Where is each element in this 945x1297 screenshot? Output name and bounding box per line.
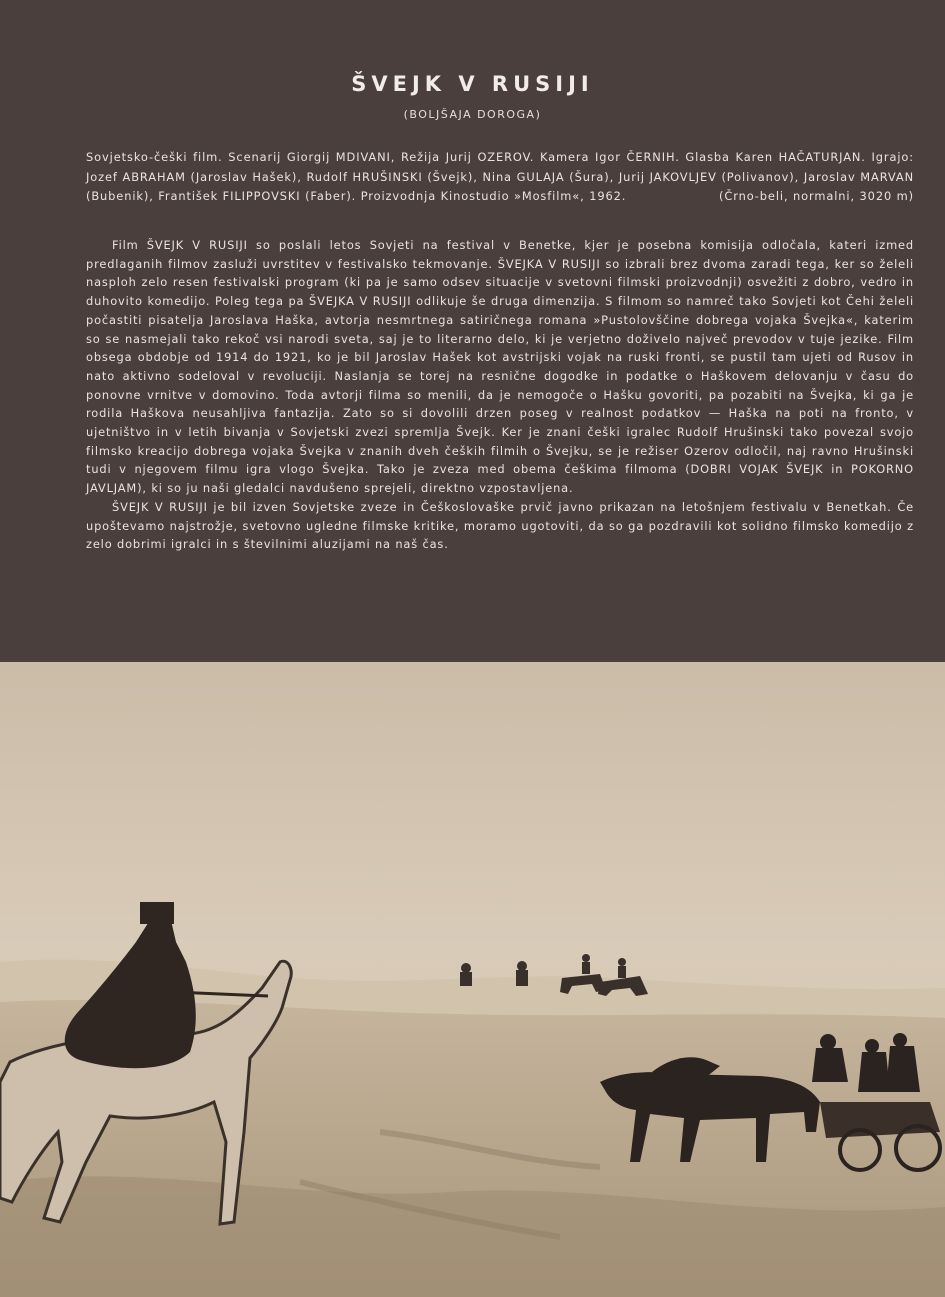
article-body	[86, 236, 914, 554]
technical-info: (Črno-beli, normalni, 3020 m)	[719, 189, 914, 203]
credits-text: Sovjetsko-češki film. Scenarij Giorgij MDIVANI, Režija Jurij OZEROV. Kamera Igor ČERNIH. Glasba Karen HAČATURJAN. Igrajo: Jozef ABRAHAM (Jaroslav Hašek), Rudolf HRUŠINSKI (Švejk), Nina GULAJA (Šura), Jurij JAKOVLJEV (Polivanov), Jaroslav MARVAN (Bubenik), František FILIPPOVSKI (Faber). Proizvodnja Kinostudio »Mosfilm«, 1962.	[86, 150, 914, 203]
article-paragraph: Film ŠVEJK V RUSIJI so poslali letos Sovjeti na festival v Benetke, kjer je posebna komisija odločala, kateri izmed predlaganih filmov zasluži uvrstitev v festivalsko tekmovanje. ŠVEJKA V RUSIJI so izbrali brez dvoma zaradi tega, ker so želeli nasploh zelo resen festivalski program (ki pa je samo odsev situacije v svetovni filmski proizvodnji) osvežiti z dobro, vedro in duhovito komedijo. Poleg tega pa ŠVEJKA V RUSIJI odlikuje še druga dimenzija. S filmom so namreč tako Sovjeti kot Čehi želeli počastiti pisatelja Jaroslava Haška, avtorja nesmrtnega satiričnega romana »Pustolovščine dobrega vojaka Švejka«, katerim so se nasmejali tako rekoč vsi narodi sveta, saj je to literarno delo, ki je verjetno doživelo največ prevodov v tuje jezike. Film obsega obdobje od 1914 do 1921, ko je bil Jaroslav Hašek kot avstrijski vojak na ruski fronti, se pustil tam ujeti od Rusov in nato aktivno sodeloval v revoluciji. Naslanja se torej na resnične dogodke in podatke o Haškovem delovanju v času do ponovne vrnitve v domovino. Toda avtorji filma so menili, da je nemogoče o Hašku govoriti, pa pozabiti na Švejka, ki ga je rodila Haškova neusahljiva fantazija. Zato so si dovolili drzen poseg v realnost podatkov — Haška na poti na fronto, v ujetništvo in v letih bivanja v Sovjetski zvezi spremlja Švejk. Ker je znani češki igralec Rudolf Hrušinski tako povezal svojo filmsko kreacijo dobrega vojaka Švejka v znanih dveh čeških filmih o Švejku, se je režiser Ozerov odločil, naj ravno Hrušinski tudi v njegovem filmu igra vlogo Švejka. Tako je zveza med obema češkima filmoma (DOBRI VOJAK ŠVEJK in POKORNO JAVLJAM), ki so ju naši gledalci navdušeno sprejeli, direktno vzpostavljena.	[86, 238, 914, 496]
film-still-photo	[0, 662, 945, 1297]
film-credits	[86, 148, 914, 207]
article-title: ŠVEJK V RUSIJI	[351, 72, 594, 96]
film-still-illustration	[0, 662, 945, 1297]
original-title: (BOLJŠAJA DOROGA)	[403, 108, 542, 121]
article-paragraph: ŠVEJK V RUSIJI je bil izven Sovjetske zveze in Češkoslovaške prvič javno prikazan na letošnjem festivalu v Benetkah. Če upoštevamo najstrožje, svetovno ugledne filmske kritike, moramo ugotoviti, da so ga pozdravili kot solidno filmsko komedijo z zelo dobrimi igralci in s številnimi aluzijami na naš čas.	[86, 499, 914, 552]
